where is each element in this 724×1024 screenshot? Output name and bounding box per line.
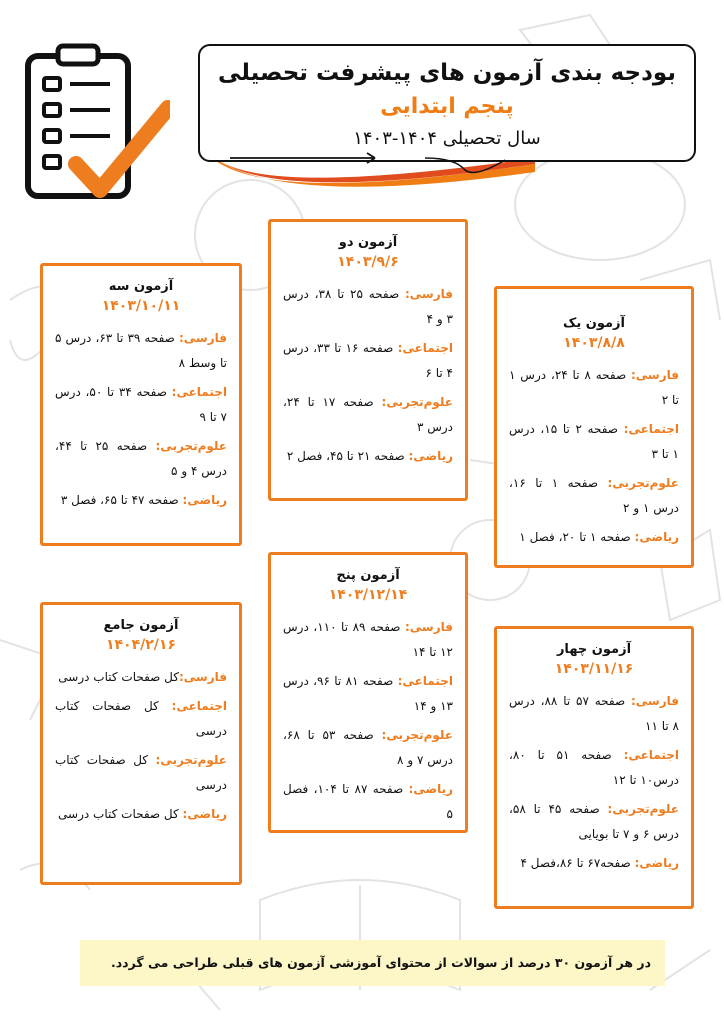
exam-item-social: اجتماعی: صفحه ۳۴ تا ۵۰، درس ۷ تا ۹ xyxy=(55,385,227,424)
exam-title: آزمون پنج xyxy=(336,568,400,583)
exam-item-math: ریاضی: صفحه ۴۷ تا ۶۵، فصل ۳ xyxy=(60,493,227,507)
exam-card-3 xyxy=(40,263,242,546)
exam-title: آزمون دو xyxy=(338,235,398,250)
exam-item-farsi: فارسی: صفحه ۸۹ تا ۱۱۰، درس ۱۲ تا ۱۴ xyxy=(283,620,453,659)
arrow-icon xyxy=(225,150,515,178)
exam-item-social: اجتماعی: صفحه ۱۶ تا ۳۳، درس ۴ تا ۶ xyxy=(283,341,453,380)
school-year: سال تحصیلی ۱۴۰۴-۱۴۰۳ xyxy=(353,128,541,149)
exam-item-social: اجتماعی: صفحه ۵۱ تا ۸۰، درس۱۰ تا ۱۲ xyxy=(509,748,679,787)
exam-title: آزمون جامع xyxy=(103,618,179,633)
exam-item-social: اجتماعی: صفحه ۲ تا ۱۵، درس ۱ تا ۳ xyxy=(509,422,679,461)
exam-card-1 xyxy=(494,286,694,568)
page-title: بودجه بندی آزمون های پیشرفت تحصیلی xyxy=(218,60,676,86)
exam-item-farsi: فارسی: صفحه ۳۹ تا ۶۳، درس ۵ تا وسط ۸ xyxy=(55,331,227,370)
exam-card-comprehensive xyxy=(40,602,242,885)
exam-item-science: علوم‌تجربی: صفحه ۱ تا ۱۶، درس ۱ و ۲ xyxy=(509,476,679,515)
exam-card-2 xyxy=(268,219,468,501)
exam-card-4 xyxy=(494,626,694,909)
exam-date: ۱۴۰۴/۲/۱۶ xyxy=(105,637,177,653)
footer-note: در هر آزمون ۳۰ درصد از سوالات از محتوای آموزشی آزمون های قبلی طراحی می گردد. xyxy=(80,940,665,986)
exam-item-math: ریاضی: صفحه۶۷ تا ۸۶،فصل ۴ xyxy=(520,856,679,870)
exam-title: آزمون سه xyxy=(108,279,174,294)
title-box xyxy=(198,44,696,162)
exam-item-science: علوم‌تجربی: صفحه ۵۳ تا ۶۸، درس ۷ و ۸ xyxy=(283,728,453,767)
exam-title: آزمون چهار xyxy=(556,642,632,657)
exam-item-math: ریاضی: کل صفحات کتاب درسی xyxy=(58,807,227,821)
exam-date: ۱۴۰۳/۸/۸ xyxy=(563,335,625,351)
exam-item-math: ریاضی: صفحه ۲۱ تا ۴۵، فصل ۲ xyxy=(286,449,453,463)
exam-item-farsi: فارسی: صفحه ۵۷ تا ۸۸، درس ۸ تا ۱۱ xyxy=(509,694,679,733)
exam-date: ۱۴۰۳/۱۲/۱۴ xyxy=(328,587,408,603)
exam-item-social: اجتماعی: صفحه ۸۱ تا ۹۶، درس ۱۳ و ۱۴ xyxy=(283,674,453,713)
exam-item-science: علوم‌تجربی: کل صفحات کتاب درسی xyxy=(55,753,227,792)
exam-item-science: علوم‌تجربی: صفحه ۱۷ تا ۲۴، درس ۳ xyxy=(283,395,453,434)
grade-label: پنجم ابتدایی xyxy=(380,94,514,119)
exam-item-farsi: فارسی: صفحه ۸ تا ۲۴، درس ۱ تا ۲ xyxy=(509,368,679,407)
exam-date: ۱۴۰۳/۱۰/۱۱ xyxy=(101,298,181,314)
exam-date: ۱۴۰۳/۹/۶ xyxy=(337,254,399,270)
exam-item-farsi: فارسی:کل صفحات کتاب درسی xyxy=(58,670,227,684)
exam-card-5 xyxy=(268,552,468,833)
exam-item-math: ریاضی: صفحه ۱ تا ۲۰، فصل ۱ xyxy=(519,530,679,544)
exam-date: ۱۴۰۳/۱۱/۱۶ xyxy=(554,661,634,677)
clipboard-checklist-icon xyxy=(22,42,170,202)
exam-item-social: اجتماعی: کل صفحات کتاب درسی xyxy=(55,699,227,738)
exam-title: آزمون یک xyxy=(563,316,625,331)
exam-item-science: علوم‌تجربی: صفحه ۲۵ تا ۴۴، درس ۴ و ۵ xyxy=(55,439,227,478)
exam-item-farsi: فارسی: صفحه ۲۵ تا ۳۸، درس ۳ و ۴ xyxy=(283,287,453,326)
exam-item-science: علوم‌تجربی: صفحه ۴۵ تا ۵۸، درس ۶ و ۷ تا بویایی xyxy=(509,802,679,841)
exam-item-math: ریاضی: صفحه ۸۷ تا ۱۰۴، فصل ۵ xyxy=(283,782,453,821)
